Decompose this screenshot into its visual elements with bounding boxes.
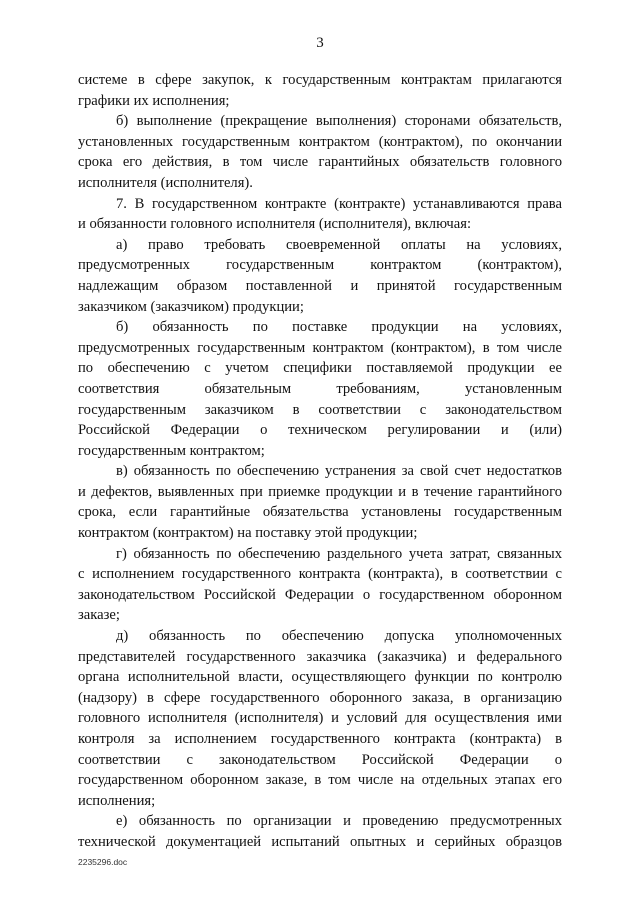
text-line: соответствия обязательным требованиям, установленным: [78, 380, 562, 397]
text-line: б) обязанность по поставке продукции на условиях,: [116, 319, 562, 336]
text-line: графики их исполнения;: [78, 92, 230, 109]
text-line: установленных государственным контрактом (контрактом), по окончании: [78, 133, 562, 150]
file-name-footer: 2235296.doc: [78, 857, 128, 867]
text-line: д) обязанность по обеспечению допуска уполномоченных: [116, 628, 562, 645]
text-line: соответствии с законодательством Российской Федерации о: [78, 751, 562, 768]
text-line: органа исполнительной власти, осуществляющего функции по контролю: [78, 669, 562, 686]
text-line: исполнения;: [78, 792, 156, 809]
page-number: 3: [316, 35, 324, 51]
text-line: заказчиком (заказчиком) продукции;: [78, 298, 304, 315]
text-line: законодательством Российской Федерации о государственном оборонном: [78, 586, 562, 603]
text-line: по обеспечению с учетом специфики поставляемой продукции ее: [78, 360, 562, 377]
text-line: срока его действия, в том числе гарантийных обязательств головного: [78, 154, 562, 171]
text-line: государственным контрактом;: [78, 442, 265, 459]
text-line: контроля за исполнением государственного контракта (контракта) в: [78, 731, 562, 747]
text-line: 7. В государственном контракте (контракте) устанавливаются права: [116, 195, 562, 212]
text-line: заказе;: [78, 607, 120, 624]
text-line: исполнителя (исполнителя).: [78, 174, 253, 191]
text-line: а) право требовать своевременной оплаты на условиях,: [116, 236, 562, 253]
text-line: контрактом (контрактом) на поставку этой продукции;: [78, 525, 418, 542]
text-line: б) выполнение (прекращение выполнения) сторонами обязательств,: [116, 113, 562, 130]
text-line: Российской Федерации о техническом регулировании и (или): [78, 422, 562, 439]
document-body: [78, 70, 562, 853]
text-line: государственным заказчиком в соответствии с законодательством: [78, 401, 562, 418]
text-line: головного исполнителя (исполнителя) и условий для осуществления ими: [78, 710, 562, 727]
text-line: срока, если гарантийные обязательства установлены государственным: [78, 504, 562, 521]
text-line: системе в сфере закупок, к государственным контрактам прилагаются: [78, 72, 562, 88]
text-line: и дефектов, выявленных при приемке продукции и в течение гарантийного: [78, 483, 562, 500]
text-line: государственном оборонном заказе, в том числе на отдельных этапах его: [78, 772, 562, 789]
text-line: предусмотренных государственным контрактом (контрактом),: [78, 257, 562, 274]
text-line: и обязанности головного исполнителя (исполнителя), включая:: [78, 216, 472, 233]
text-line: надлежащим образом поставленной и принятой государственным: [78, 277, 562, 294]
text-line: в) обязанность по обеспечению устранения за свой счет недостатков: [116, 463, 562, 480]
text-line: (надзору) в сфере государственного оборонного заказа, в организацию: [78, 689, 562, 706]
text-line: предусмотренных государственным контрактом (контрактом), в том числе: [78, 339, 562, 356]
text-line: с исполнением государственного контракта (контракта), в соответствии с: [78, 566, 562, 583]
text-line: технической документацией испытаний опытных и серийных образцов: [78, 833, 562, 850]
text-line: представителей государственного заказчика (заказчика) и федерального: [78, 648, 562, 665]
text-line: г) обязанность по обеспечению раздельного учета затрат, связанных: [116, 545, 562, 562]
text-line: е) обязанность по организации и проведению предусмотренных: [116, 813, 562, 830]
